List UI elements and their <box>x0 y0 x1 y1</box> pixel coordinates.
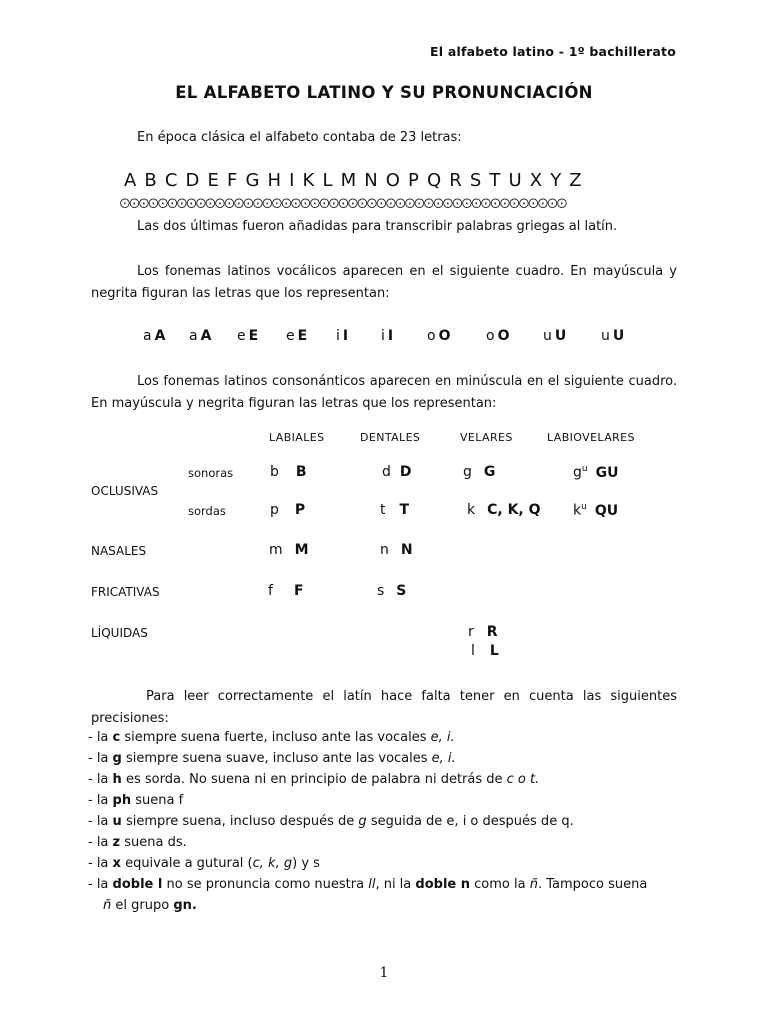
rule-item: - la u siempre suena, incluso después de g seguida de e, i o después de q. <box>88 814 574 829</box>
alphabet-letter: O <box>385 170 401 191</box>
alphabet-letter: N <box>364 170 379 191</box>
cell-nasal-labial: m M <box>269 542 309 558</box>
vowel-cell: a A <box>189 328 212 344</box>
alphabet-letter: U <box>508 170 523 191</box>
vowel-cell: o O <box>486 328 510 344</box>
alphabet-letter: E <box>207 170 220 191</box>
vowel-cell: u U <box>543 328 567 344</box>
row-sordas: sordas <box>188 504 226 518</box>
alphabet-letter: H <box>267 170 282 191</box>
vowel-cell: u U <box>601 328 625 344</box>
row-fricativas: FRICATIVAS <box>91 585 160 599</box>
cell-sonora-dental: d D <box>382 464 412 480</box>
alphabet-marks: ⨀⨀⨀⨀⨀⨀⨀⨀⨀⨀⨀⨀⨀⨀⨀⨀⨀⨀⨀⨀⨀⨀⨀⨀⨀⨀⨀⨀⨀⨀⨀⨀⨀⨀⨀⨀⨀⨀⨀⨀⨀⨀⨀⨀⨀⨀⨀ <box>120 198 567 209</box>
cell-nasal-dental: n N <box>380 542 413 558</box>
cell-sonora-labiovelar: $g^u$ GU <box>573 464 619 481</box>
cell-liquida-r: r R <box>468 624 498 640</box>
rule-item: - la c siempre suena fuerte, incluso ante las vocales e, i. <box>88 730 455 745</box>
cell-sorda-labiovelar: $k^u$ QU <box>573 502 619 519</box>
rule-item: - la ph suena f <box>88 793 184 808</box>
rule-item: - la doble l no se pronuncia como nuestra ll, ni la doble n como la ñ. Tampoco suena <box>88 877 648 892</box>
alphabet-letter: B <box>144 170 158 191</box>
row-oclusivas: OCLUSIVAS <box>91 484 159 498</box>
vowel-cell: i I <box>336 328 349 344</box>
cell-sorda-dental: t T <box>380 502 410 518</box>
alphabet-letter: F <box>226 170 238 191</box>
column-labiovelares: LABIOVELARES <box>547 431 635 444</box>
row-nasales: NASALES <box>91 544 147 558</box>
rule-item: - la z suena ds. <box>88 835 187 850</box>
rule-item: - la h es sorda. No suena ni en principio de palabra ni detrás de c o t. <box>88 772 540 787</box>
row-liquidas: LÍQUIDAS <box>91 626 148 640</box>
greek-note: Las dos últimas fueron añadidas para transcribir palabras griegas al latín. <box>137 219 618 234</box>
alphabet-letter: T <box>489 170 501 191</box>
cell-fricativa-dental: s S <box>377 583 407 599</box>
row-sonoras: sonoras <box>188 466 234 480</box>
column-dentales: DENTALES <box>360 431 421 444</box>
alphabet-letter: K <box>302 170 315 191</box>
vowels-intro: Los fonemas latinos vocálicos aparecen en el siguiente cuadro. En mayúscula y negrita figuran las letras que los representan: <box>91 264 677 301</box>
cell-liquida-l: l L <box>471 643 499 659</box>
cell-fricativa-labial: f F <box>268 583 304 599</box>
alphabet-letter: G <box>245 170 260 191</box>
alphabet-letter: C <box>164 170 178 191</box>
alphabet-letter: L <box>322 170 333 191</box>
rule-item: - la g siempre suena suave, incluso ante las vocales e, i. <box>88 751 456 766</box>
alphabet-letter: I <box>289 170 295 191</box>
alphabet-letter: Z <box>569 170 583 191</box>
vowel-cell: e E <box>286 328 308 344</box>
column-velares: VELARES <box>460 431 513 444</box>
cell-sonora-velar: g G <box>463 464 496 480</box>
alphabet-letter: D <box>185 170 200 191</box>
alphabet-letter: X <box>529 170 543 191</box>
alphabet-row <box>124 170 590 191</box>
vowel-cell: a A <box>143 328 166 344</box>
rule-item-continuation: ñ el grupo gn. <box>103 898 197 913</box>
running-header: El alfabeto latino - 1º bachillerato <box>430 44 676 59</box>
reading-intro: Para leer correctamente el latín hace falta tener en cuenta las siguientes precisiones: <box>91 689 677 726</box>
column-labiales: LABIALES <box>269 431 325 444</box>
cell-sonora-labial: b B <box>270 464 307 480</box>
alphabet-intro: En época clásica el alfabeto contaba de 23 letras: <box>137 130 462 145</box>
vowel-cell: o O <box>427 328 451 344</box>
alphabet-letter: A <box>124 170 137 191</box>
vowel-cell: i I <box>381 328 394 344</box>
cell-sorda-velar: k C, K, Q <box>467 502 541 518</box>
alphabet-letter: R <box>449 170 463 191</box>
alphabet-letter: P <box>408 170 420 191</box>
page-number: 1 <box>379 965 389 981</box>
alphabet-letter: M <box>340 170 357 191</box>
cell-sorda-labial: p P <box>270 502 306 518</box>
consonants-intro: Los fonemas latinos consonánticos aparecen en minúscula en el siguiente cuadro. En mayúscula y negrita figuran las letras que los representan: <box>91 374 677 411</box>
alphabet-letter: Q <box>426 170 442 191</box>
alphabet-letter: Y <box>550 170 562 191</box>
vowel-cell: e E <box>237 328 259 344</box>
page-title: EL ALFABETO LATINO Y SU PRONUNCIACIÓN <box>175 83 593 102</box>
rule-item: - la x equivale a gutural (c, k, g) y s <box>88 856 320 871</box>
alphabet-letter: S <box>469 170 482 191</box>
rules-list <box>88 730 647 919</box>
